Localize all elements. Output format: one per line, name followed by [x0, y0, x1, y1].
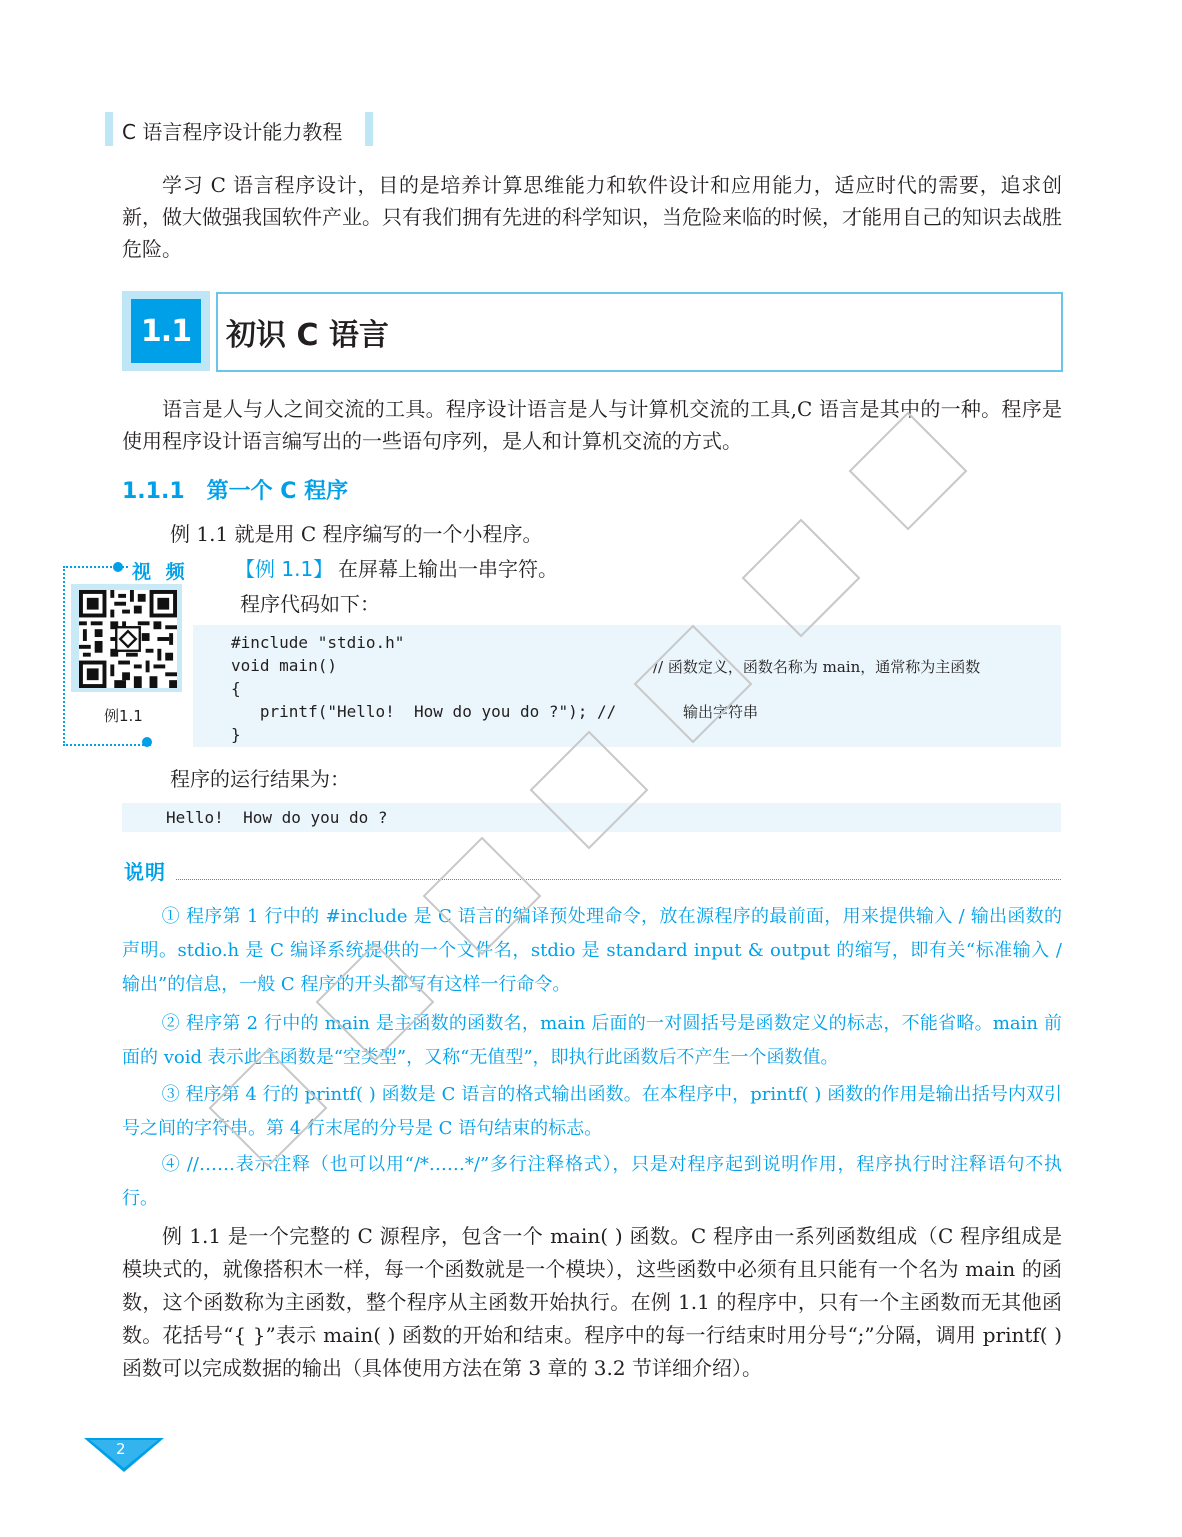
header-accent-right [365, 112, 373, 146]
code-line-5: } [231, 725, 241, 744]
subsection-title: 第一个 C 程序 [206, 479, 349, 504]
note-item-1: ① 程序第 1 行中的 #include 是 C 语言的编译预处理命令，放在源程序的最前面，用来提供输入 / 输出函数的声明。stdio.h 是 C 编译系统提供的一个文件名，stdio 是 standard input & output 的缩写，即有关“标准输入 / 输出”的信息，一般 C 程序的开头都写有这样一行命令。 [122, 906, 1062, 995]
example-intro: 例 1.1 就是用 C 程序编写的一个小程序。 [170, 522, 543, 546]
video-caption: 例1.1 [104, 707, 143, 725]
intro-paragraph: 学习 C 语言程序设计，目的是培养计算思维能力和软件设计和应用能力，适应时代的需要，追求创新，做大做强我国软件产业。只有我们拥有先进的科学知识，当危险来临的时候，才能用自己的知识去战胜危险。 [122, 173, 1062, 261]
closing-paragraph: 例 1.1 是一个完整的 C 源程序，包含一个 main( ) 函数。C 程序由一系列函数组成（C 程序组成是模块式的，就像搭积木一样，每一个函数就是一个模块），这些函数中必须有且只能有一个名为 main 的函数，这个函数称为主函数，整个程序从主函数开始执行。在例 1.1 的程序中，只有一个主函数而无其他函数。花括号“{ }”表示 main( ) 函数的开始和结束。程序中的每一行结束时用分号“;”分隔，调用 printf( ) 函数可以完成数据的输出（具体使用方法在第 3 章的 3.2 节详细介绍）。 [122, 1224, 1062, 1380]
code-line-1: #include "stdio.h" [231, 633, 405, 652]
code-line-3: { [231, 679, 241, 698]
video-label: 视 频 [128, 557, 193, 584]
subsection-heading [122, 474, 348, 505]
qr-code-icon[interactable] [79, 590, 177, 688]
section-paragraph: 语言是人与人之间交流的工具。程序设计语言是人与计算机交流的工具,C 语言是其中的一种。程序是使用程序设计语言编写出的一些语句序列，是人和计算机交流的方式。 [122, 397, 1062, 453]
subsection-number: 1.1.1 [122, 479, 185, 504]
example-text: 在屏幕上输出一串字符。 [338, 557, 558, 581]
dot-icon [113, 562, 123, 572]
notes-label: 说明 [124, 860, 166, 884]
note-item-3: ③ 程序第 4 行的 printf( ) 函数是 C 语言的格式输出函数。在本程序中，printf( ) 函数的作用是输出括号内双引号之间的字符串。第 4 行末尾的分号是 C 语句结束的标志。 [122, 1084, 1062, 1139]
result-intro: 程序的运行结果为： [170, 767, 350, 791]
dot-icon [142, 737, 152, 747]
running-header-title: C 语言程序设计能力教程 [122, 120, 343, 144]
notes-divider [176, 879, 1061, 880]
code-line-2-comment: // 函数定义，函数名称为 main，通常称为主函数 [653, 658, 981, 676]
note-item-4: ④ //……表示注释（也可以用“/*……*/”多行注释格式），只是对程序起到说明作用，程序执行时注释语句不执行。 [122, 1154, 1062, 1209]
code-line-4: printf("Hello! How do you do ?"); // [231, 702, 617, 721]
note-item-2: ② 程序第 2 行中的 main 是主函数的函数名，main 后面的一对圆括号是函数定义的标志，不能省略。main 前面的 void 表示此主函数是“空类型”，又称“无值型”，即执行此函数后不产生一个函数值。 [122, 1013, 1062, 1068]
example-label: 【例 1.1】 [235, 557, 334, 581]
code-block [193, 625, 1061, 747]
result-output: Hello! How do you do ? [166, 808, 388, 827]
code-line-4-comment: 输出字符串 [683, 703, 759, 721]
section-number: 1.1 [131, 299, 201, 363]
header-accent-left [105, 112, 113, 146]
code-intro: 程序代码如下： [240, 592, 380, 616]
page-number: 2 [116, 1440, 126, 1458]
code-line-2: void main() [231, 656, 337, 675]
section-title: 初识 C 语言 [226, 318, 389, 353]
